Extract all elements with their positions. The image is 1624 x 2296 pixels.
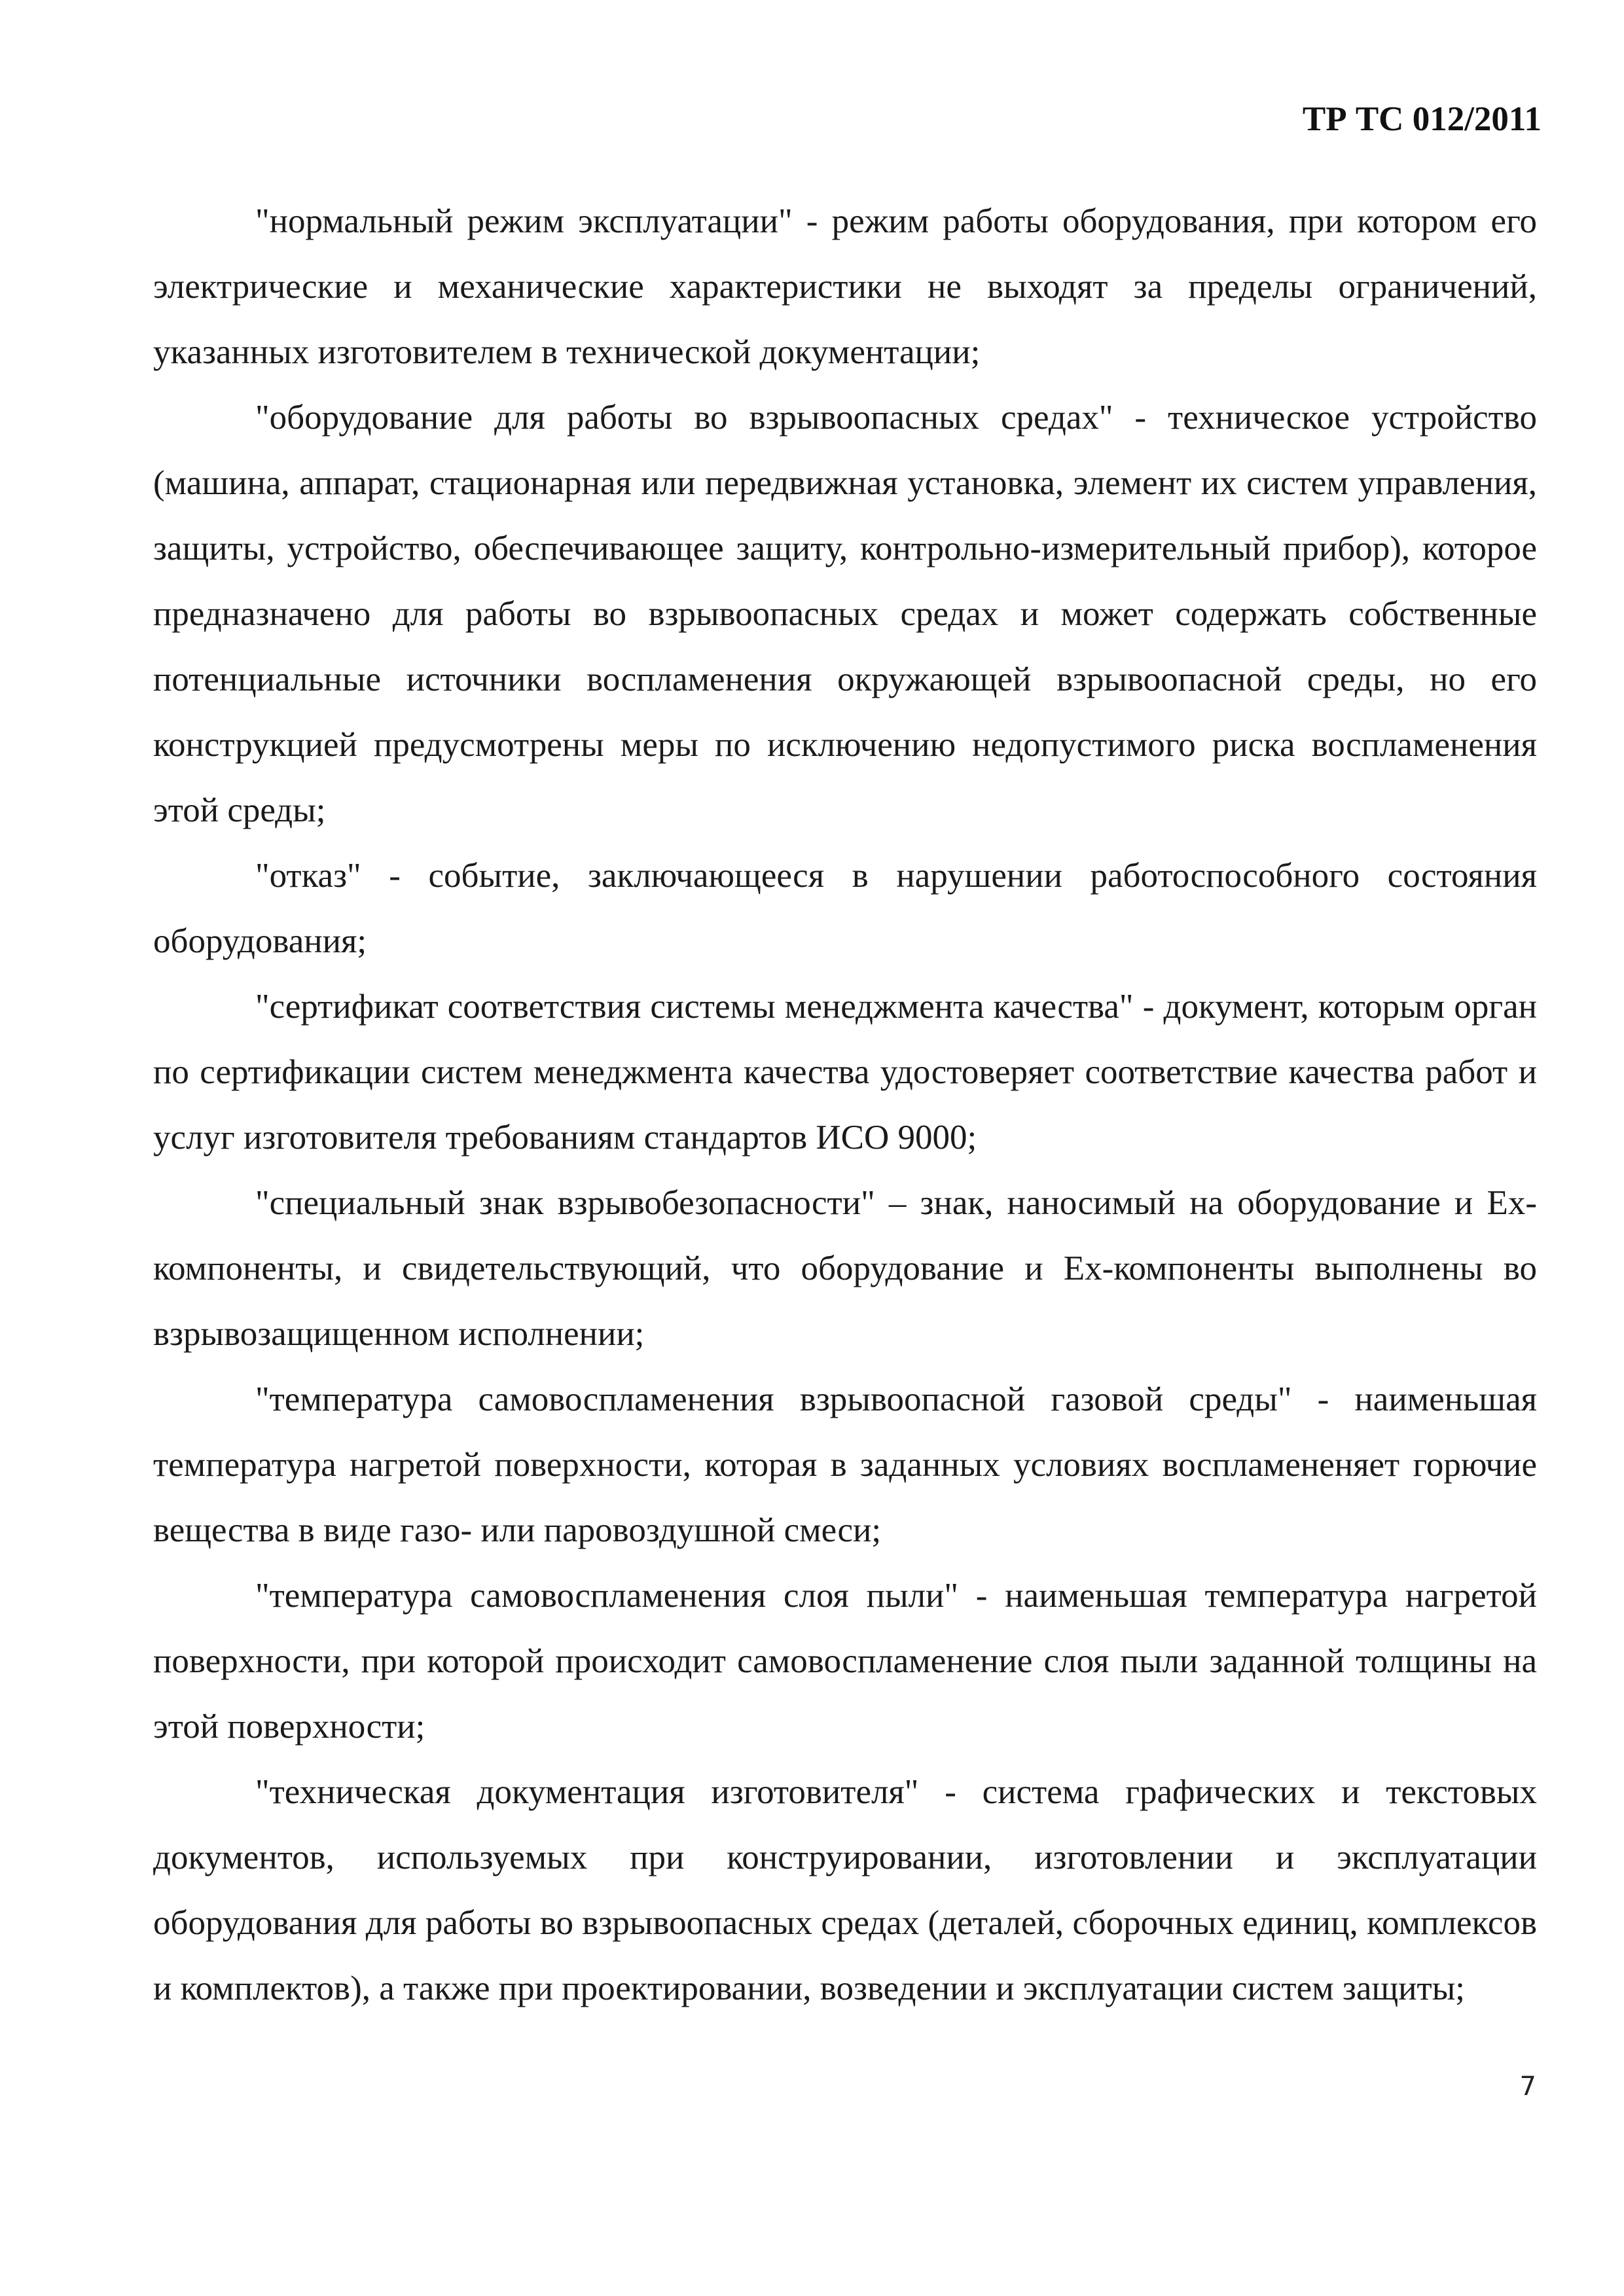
definition-paragraph: "техническая документация изготовителя" - система графических и текстовых документов, используемых при конструировании, изготовлении и эксплуатации оборудования для работы во взрывоопасных средах (деталей, сборочных единиц, комплексов и комплектов), а также при проектировании, возведении и эксплуатации систем защиты;	[153, 1773, 1537, 2007]
definition-paragraph: "температура самовоспламенения взрывоопасной газовой среды" - наименьшая температура нагретой поверхности, которая в заданных условиях воспламененяет горючие вещества в виде газо- или паровоздушной смеси;	[153, 1380, 1537, 1549]
definition-paragraph: "сертификат соответствия системы менеджмента качества" - документ, которым орган по сертификации систем менеджмента качества удостоверяет соответствие качества работ и услуг изготовителя требованиям стандартов ИСО 9000;	[153, 988, 1537, 1157]
definitions-body	[153, 188, 1537, 2021]
definition-paragraph: "отказ" - событие, заключающееся в нарушении работоспособного состояния оборудования;	[153, 857, 1537, 960]
definition-paragraph: "оборудование для работы во взрывоопасных средах" - техническое устройство (машина, аппарат, стационарная или передвижная установка, элемент их систем управления, защиты, устройство, обеспечивающее защиту, контрольно-измерительный прибор), которое предназначено для работы во взрывоопасных средах и может содержать собственные потенциальные источники воспламенения окружающей взрывоопасной среды, но его конструкцией предусмотрены меры по исключению недопустимого риска воспламенения этой среды;	[153, 399, 1537, 829]
definition-paragraph: "температура самовоспламенения слоя пыли" - наименьшая температура нагретой поверхности, при которой происходит самовоспламенение слоя пыли заданной толщины на этой поверхности;	[153, 1577, 1537, 1746]
document-code-header: ТР ТС 012/2011	[1302, 100, 1542, 138]
page-number: 7	[1519, 2072, 1536, 2102]
definition-paragraph: "специальный знак взрывобезопасности" – знак, наносимый на оборудование и Ex-компоненты, и свидетельствующий, что оборудование и Ex-компоненты выполнены во взрывозащищенном исполнении;	[153, 1184, 1537, 1353]
definition-paragraph: "нормальный режим эксплуатации" - режим работы оборудования, при котором его электрические и механические характеристики не выходят за пределы ограничений, указанных изготовителем в технической документации;	[153, 202, 1537, 371]
